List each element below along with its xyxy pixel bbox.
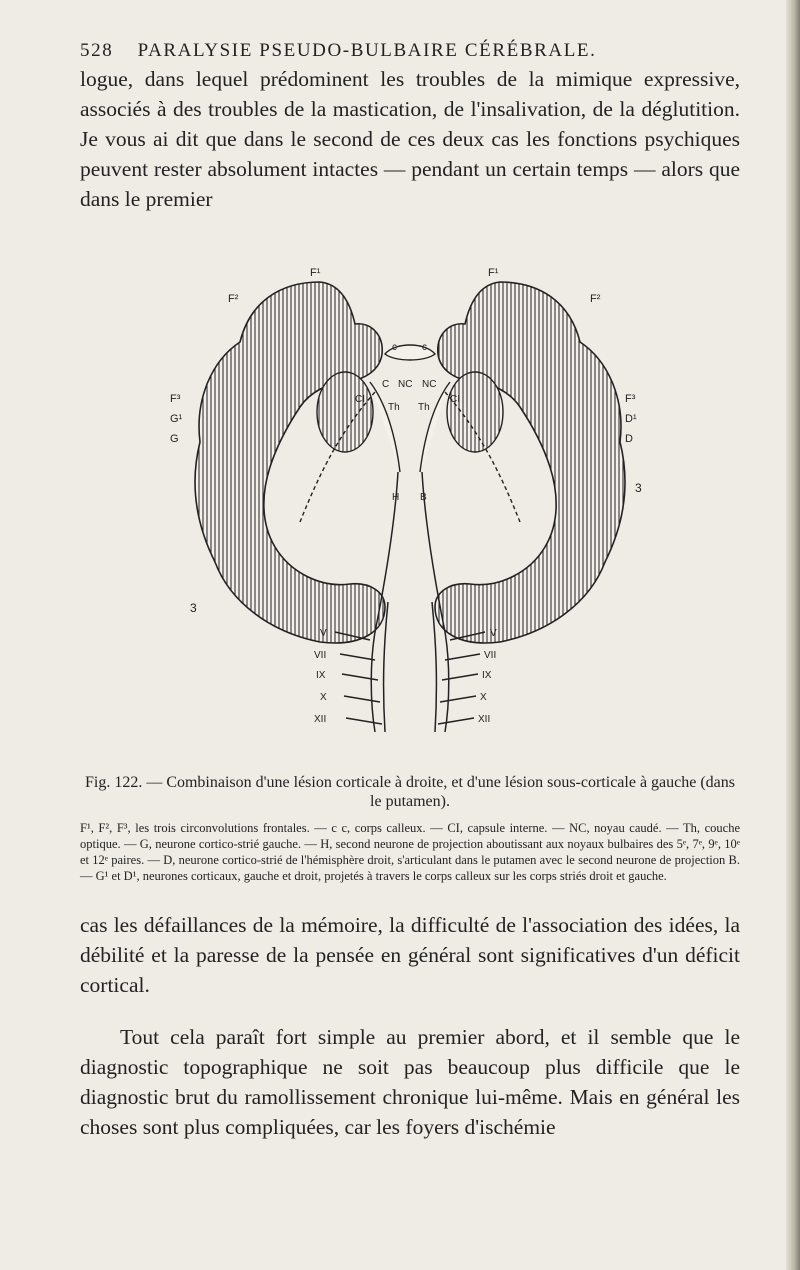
label-V-left: V <box>320 628 327 639</box>
label-V-right: V <box>490 628 497 639</box>
label-F3-left: F³ <box>170 393 181 405</box>
cortex-right <box>435 282 625 643</box>
label-H: H <box>392 492 400 503</box>
label-NC-right: NC <box>422 379 437 390</box>
label-F2: F² <box>228 293 239 305</box>
label-B: B <box>420 492 427 503</box>
label-IX-left: IX <box>316 670 326 681</box>
label-C: C <box>382 379 390 390</box>
brain-diagram <box>170 262 650 762</box>
label-CI-left: CI <box>355 394 365 405</box>
figure-caption-text: — Combinaison d'une lésion corticale à droite, et d'une lésion sous-corticale à gauche (dans le putamen). <box>146 774 736 810</box>
paragraph-top: logue, dans lequel prédominent les troubles de la mimique expressive, associés à des troubles de la mastication, de l'insalivation, de la déglutition. Je vous ai dit que dans le second de ces deux cas les fonctions psychiques peuvent rester absolument intactes — pendant un certain temps — alors que dans le premier <box>80 67 740 211</box>
page-number: 528 <box>80 40 114 61</box>
page-edge-shadow <box>786 0 800 1270</box>
running-title: PARALYSIE PSEUDO-BULBAIRE CÉRÉBRALE. <box>137 40 597 61</box>
label-XII-left: XII <box>314 714 327 725</box>
label-X-right: X <box>480 692 487 703</box>
label-D: D <box>625 433 633 445</box>
label-D1: D¹ <box>625 413 637 425</box>
label-F1-right: F¹ <box>488 267 499 279</box>
label-F2-right: F² <box>590 293 601 305</box>
label-3-left: 3 <box>190 601 197 615</box>
paragraph-2: cas les défaillances de la mémoire, la difficulté de l'association des idées, la débilité et la paresse de la pensée en général sont significatives d'un déficit cortical. <box>80 913 740 997</box>
figure-122 <box>170 262 650 762</box>
label-VII-left: VII <box>314 650 327 661</box>
label-Th-left: Th <box>388 402 400 413</box>
figure-legend: F¹, F², F³, les trois circonvolutions frontales. — c c, corps calleux. — CI, capsule interne. — NC, noyau caudé. — Th, couche optique. — G, neurone cortico-strié gauche. — H, second neurone de projection aboutissant aux noyaux bulbaires des 5ᵉ, 7ᵉ, 9ᵉ, 10ᵉ et 12ᵉ paires. — D, neurone cortico-strié de l'hémisphère droit, s'articulant dans le putamen avec le second neurone de projection B. — G¹ et D¹, neurones corticaux, gauche et droit, projetés à travers le corps calleux sur les corps striés droit et gauche. <box>80 821 740 883</box>
label-XII-right: XII <box>478 714 491 725</box>
running-header <box>80 40 700 62</box>
label-CI-right: CI <box>450 394 460 405</box>
label-F3-right: F³ <box>625 393 636 405</box>
label-c-left: c <box>392 342 397 353</box>
paragraph-3: Tout cela paraît fort simple au premier abord, et il semble que le diagnostic topographique ne soit pas beaucoup plus difficile que le diagnostic brut du ramollissement chronique lui-même. Mais en général les choses sont plus compliquées, car les foyers d'ischémie <box>80 1025 740 1139</box>
label-G1: G¹ <box>170 413 183 425</box>
label-IX-right: IX <box>482 670 492 681</box>
figure-caption <box>80 773 740 811</box>
cortex-left <box>195 282 385 643</box>
label-VII-right: VII <box>484 650 497 661</box>
label-NC-left: NC <box>398 379 413 390</box>
figure-label: Fig. 122. <box>84 774 143 791</box>
label-Th-right: Th <box>418 402 430 413</box>
label-c-right: c <box>422 342 427 353</box>
label-F1-left: F¹ <box>310 267 321 279</box>
label-X-left: X <box>320 692 327 703</box>
label-G: G <box>170 433 179 445</box>
label-3-right: 3 <box>635 481 642 495</box>
